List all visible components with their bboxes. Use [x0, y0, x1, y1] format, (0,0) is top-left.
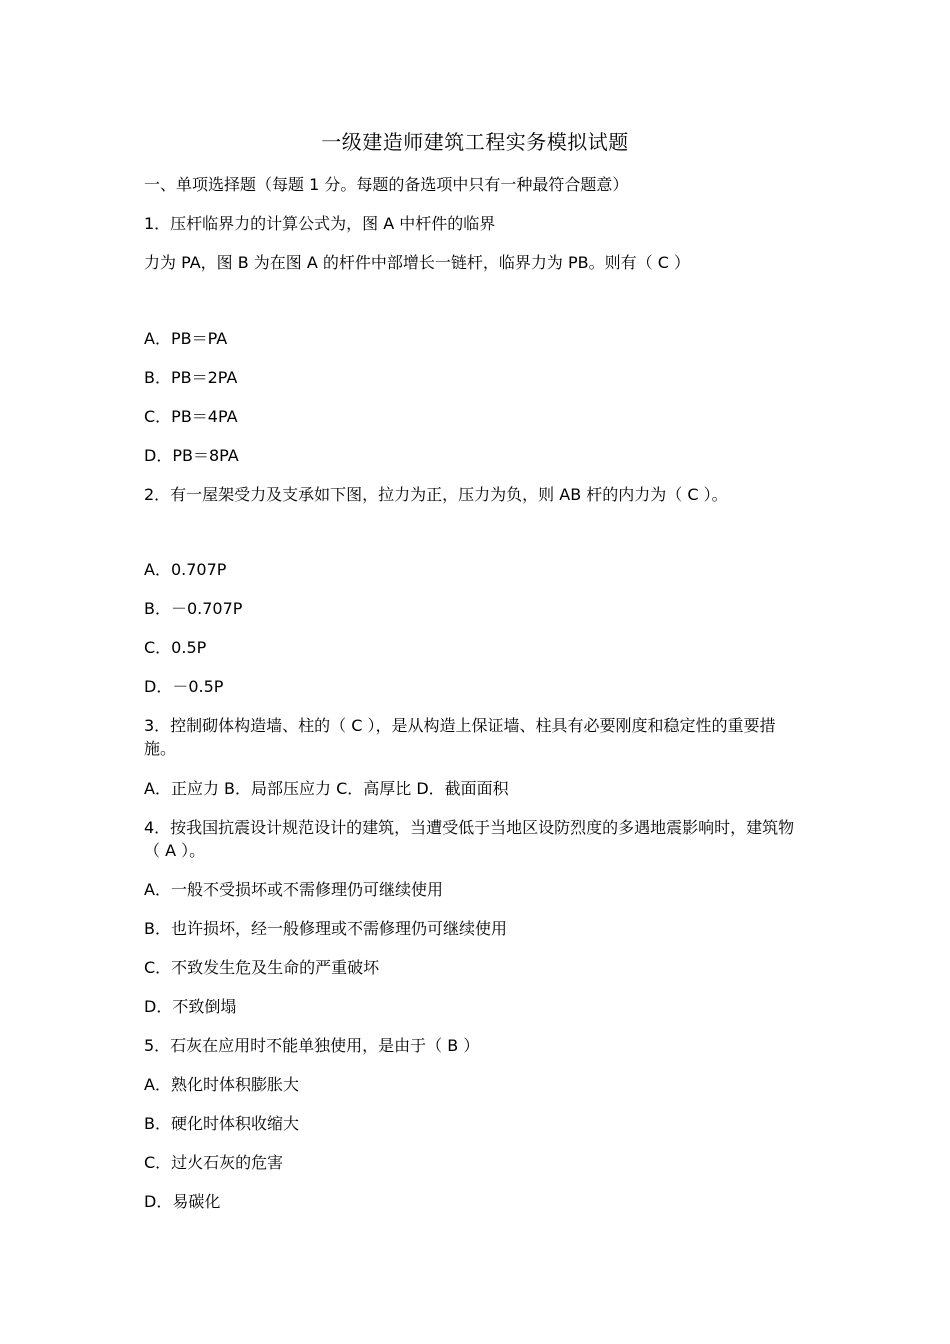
- q1-option-c: C．PB＝4PA: [144, 407, 238, 426]
- q5-option-d: D．易碳化: [144, 1192, 221, 1211]
- q2-option-a: A．0.707P: [144, 560, 227, 579]
- q1-option-a: A．PB＝PA: [144, 329, 228, 348]
- q4-option-c: C．不致发生危及生命的严重破坏: [144, 958, 380, 977]
- q4-option-a: A．一般不受损坏或不需修理仍可继续使用: [144, 880, 443, 899]
- page-title: 一级建造师建筑工程实务模拟试题: [321, 130, 629, 154]
- q1-option-b: B．PB＝2PA: [144, 368, 238, 387]
- q4-option-d: D．不致倒塌: [144, 997, 237, 1016]
- q2-option-c: C．0.5P: [144, 638, 207, 657]
- q5-option-a: A．熟化时体积膨胀大: [144, 1075, 299, 1094]
- q3-options: A．正应力 B．局部压应力 C．高厚比 D．截面面积: [144, 779, 509, 798]
- q4-stem: 4．按我国抗震设计规范设计的建筑，当遭受低于当地区设防烈度的多遇地震影响时，建筑物（ A ）。: [144, 818, 795, 860]
- section-heading: 一、单项选择题（每题 1 分。每题的备选项中只有一种最符合题意）: [144, 175, 629, 194]
- q5-stem: 5．石灰在应用时不能单独使用，是由于（ B ）: [144, 1036, 480, 1055]
- q4-option-b: B．也许损坏，经一般修理或不需修理仍可继续使用: [144, 919, 507, 938]
- q2-stem: 2．有一屋架受力及支承如下图，拉力为正，压力为负，则 AB 杆的内力为（ C ）。: [144, 485, 728, 504]
- q1-stem-line-1: 1．压杆临界力的计算公式为，图 A 中杆件的临界: [144, 214, 496, 233]
- q2-option-b: B．－0.707P: [144, 599, 243, 618]
- q1-stem-line-2: 力为 PA，图 B 为在图 A 的杆件中部增长一链杆，临界力为 PB。则有（ C ）: [144, 253, 690, 272]
- q5-option-b: B．硬化时体积收缩大: [144, 1114, 299, 1133]
- q5-option-c: C．过火石灰的危害: [144, 1153, 284, 1172]
- q2-option-d: D．－0.5P: [144, 677, 224, 696]
- q3-stem: 3．控制砌体构造墙、柱的（ C ），是从构造上保证墙、柱具有必要刚度和稳定性的重要措施。: [144, 716, 776, 758]
- q1-option-d: D．PB＝8PA: [144, 446, 239, 465]
